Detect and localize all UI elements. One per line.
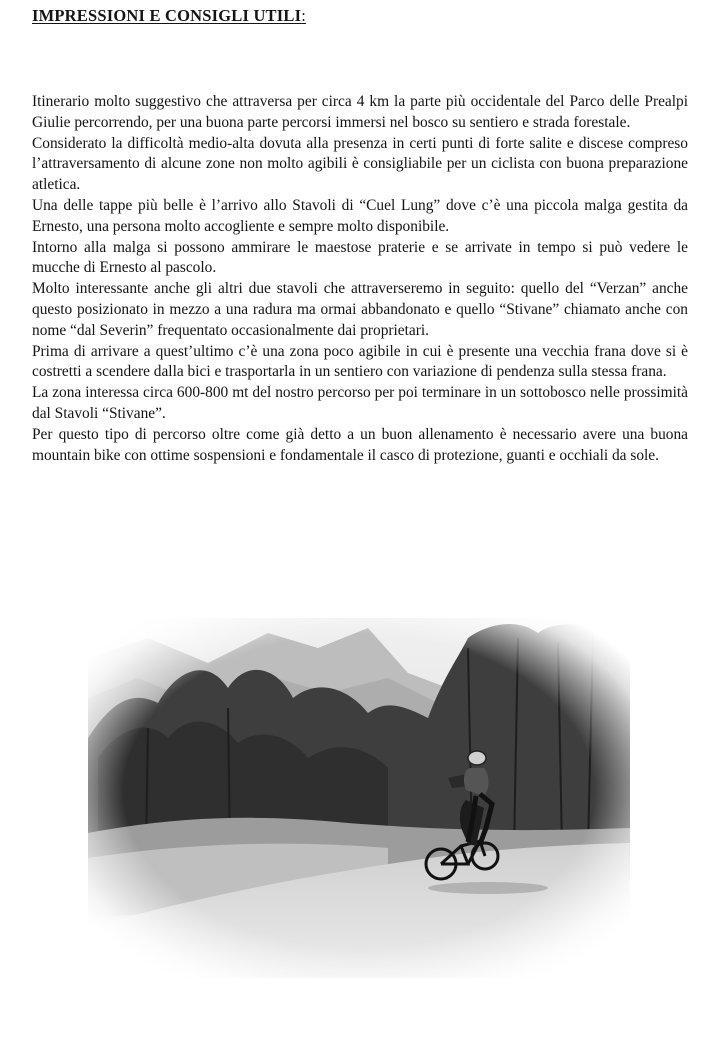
photo-vignette <box>88 618 630 978</box>
paragraph: La zona interessa circa 600-800 mt del nostro percorso per poi terminare in un sottobosco nelle prossimità dal Stavoli “Stivane”. <box>32 384 688 422</box>
paragraph: Molto interessante anche gli altri due stavoli che attraverseremo in seguito: quello del “Verzan” anche questo posizionato in mezzo a una radura ma ormai abbandonato e quello “Stivane” chiamato anche con nome “dal Severin” frequentato occasionalmente dai proprietari. <box>32 280 688 339</box>
paragraph: Itinerario molto suggestivo che attraversa per circa 4 km la parte più occidentale del Parco delle Prealpi Giulie percorrendo, per una buona parte percorsi immersi nel bosco su sentiero e strada forestale. <box>32 93 688 131</box>
paragraph: Una delle tappe più belle è l’arrivo allo Stavoli di “Cuel Lung” dove c’è una piccola malga gestita da Ernesto, una persona molto accogliente e sempre molto disponibile. <box>32 196 688 235</box>
body-text <box>32 92 688 466</box>
page-title-colon: : <box>301 6 307 25</box>
cyclist-photo <box>88 618 630 978</box>
page-title-text: IMPRESSIONI E CONSIGLI UTILI <box>32 6 302 25</box>
paragraph: Intorno alla malga si possono ammirare le maestose praterie e se arrivate in tempo si può vedere le mucche di Ernesto al pascolo. <box>32 238 688 277</box>
paragraph: Per questo tipo di percorso oltre come già detto a un buon allenamento è necessario avere una buona mountain bike con ottime sospensioni e fondamentale il casco di protezione, guanti e occhiali da sole. <box>32 425 688 464</box>
page-title <box>32 6 306 26</box>
paragraph: Considerato la difficoltà medio-alta dovuta alla presenza in certi punti di forte salite e discese compreso l’attraversamento di alcune zone non molto agibili è consigliabile per un ciclista con buona preparazione atletica. <box>32 134 688 194</box>
paragraph: Prima di arrivare a quest’ultimo c’è una zona poco agibile in cui è presente una vecchia frana dove si è costretti a scendere dalla bici e trasportarla in un sentiero con variazione di pendenza sulla stessa frana. <box>32 342 688 381</box>
